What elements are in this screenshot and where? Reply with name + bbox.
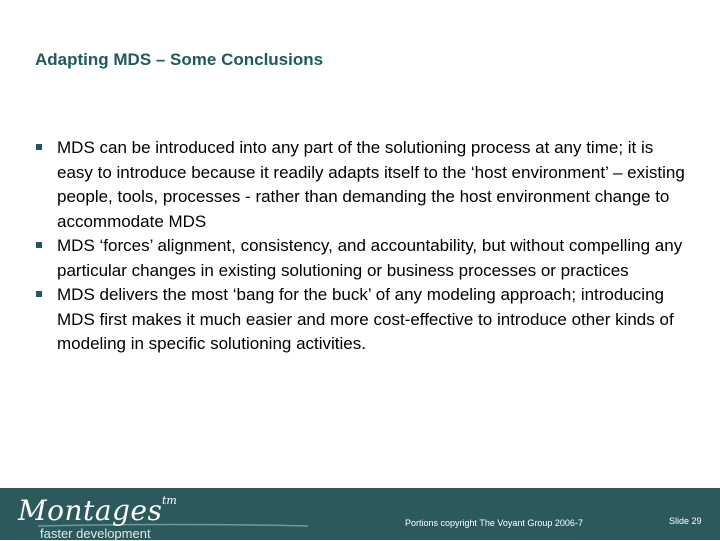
square-bullet-icon xyxy=(36,291,42,297)
square-bullet-icon xyxy=(36,242,42,248)
montages-logo xyxy=(16,492,316,540)
bullet-text: MDS can be introduced into any part of the solutioning process at any time; it is easy to introduce because it readily adapts itself to the ‘host environment’ – existing people, tools, processes - rather than demanding the host environment change to accommodate MDS xyxy=(57,138,685,231)
logo-trademark: tm xyxy=(162,494,177,507)
slide-number: Slide 29 xyxy=(669,516,702,526)
bullet-item xyxy=(35,136,685,234)
slide-title: Adapting MDS – Some Conclusions xyxy=(35,50,324,69)
bullet-text: MDS ‘forces’ alignment, consistency, and accountability, but without compelling any particular changes in existing solutioning or business processes or practices xyxy=(57,236,683,280)
logo-wordmark: Montages xyxy=(18,494,163,527)
copyright-notice: Portions copyright The Voyant Group 2006-7 xyxy=(405,518,583,528)
bullet-list xyxy=(35,136,685,357)
logo-tagline: faster development xyxy=(40,526,151,541)
bullet-item xyxy=(35,234,685,283)
square-bullet-icon xyxy=(36,144,42,150)
bullet-item xyxy=(35,283,685,357)
bullet-text: MDS delivers the most ‘bang for the buck’ of any modeling approach; introducing MDS first makes it much easier and more cost-effective to introduce other kinds of modeling in specific solutioning activities. xyxy=(57,285,674,353)
